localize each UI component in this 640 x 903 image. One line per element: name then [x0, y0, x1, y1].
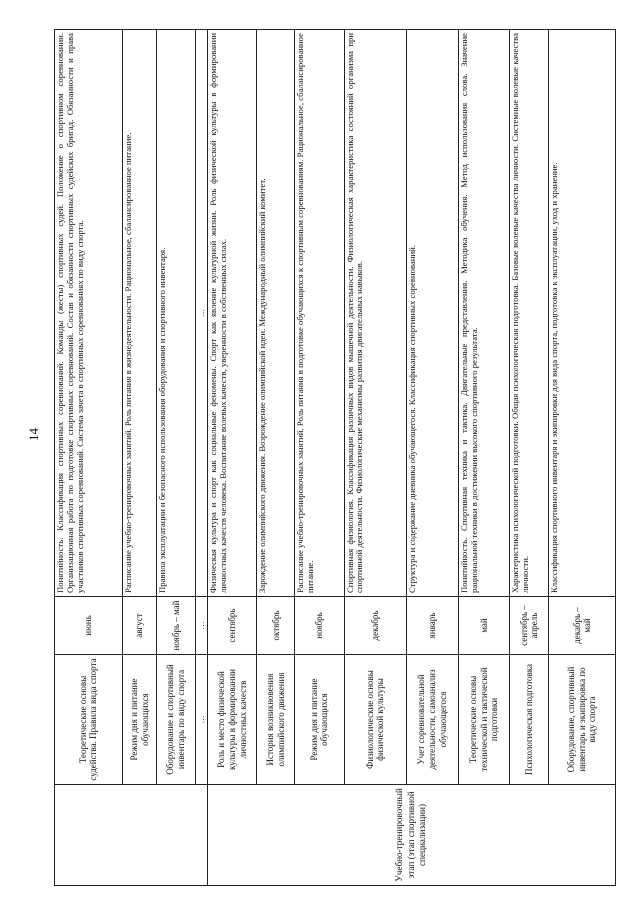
content-cell: … [196, 30, 208, 597]
table-row [122, 30, 156, 886]
month-cell: октябрь [257, 597, 295, 655]
table-row [207, 30, 257, 886]
topic-cell: Теоретические основы технической и тактической подготовки [458, 655, 510, 785]
table-row [549, 30, 616, 886]
month-cell: ноябрь – май [157, 597, 196, 655]
content-cell: Расписание учебно-тренировочных занятий. Роль питания в жизнедеятельности. Рациональное, сбалансированное питание. [122, 30, 156, 597]
table-row [407, 30, 459, 886]
month-cell: … [196, 597, 208, 655]
content-cell: Правила эксплуатации и безопасного использования оборудования и спортивного инвентаря. [157, 30, 196, 597]
topic-cell: Оборудование и спортивный инвентарь по виду спорта [157, 655, 196, 785]
topic-cell: Роль и место физической культуры в формировании личностных качеств [207, 655, 257, 785]
stage-cell: Учебно-тренировочный этап (этап спортивной специализации) [207, 785, 615, 886]
content-cell: Зарождение олимпийского движения. Возрождение олимпийской идеи. Международный олимпийский комитет. [257, 30, 295, 597]
content-cell: Понятийность. Спортивная техника и тактика. Двигательные представления. Методика обучения. Метод использования слова. Значение рациональной техники в достижении высокого спортивного результата. [458, 30, 510, 597]
content-cell: Понятийность. Классификация спортивных соревнований. Команды (жесты) спортивных судей. Положение о спортивном соревновании. Организационная работа по подготовке спортивных соревнований. Состав и обязанности спортивных судейских бригад. Обязанности и права участников спортивных соревнований. Система зачета в спортивных соревнованиях по виду спорта. [55, 30, 123, 597]
rotated-table-sheet [54, 30, 616, 886]
topic-cell: … [196, 655, 208, 785]
theory-schedule-table [54, 29, 616, 886]
topic-cell: Теоретические основы судейства. Правила вида спорта [55, 655, 123, 785]
table-row [510, 30, 549, 886]
topic-cell: Режим дня и питание обучающихся [122, 655, 156, 785]
content-cell: Спортивная физиология. Классификация различных видов мышечной деятельности. Физиологическая характеристика состояний организма при спортивной деятельности. Физиологические механизмы развития двигательных навыков. [344, 30, 406, 597]
topic-cell: История возникновения олимпийского движения [257, 655, 295, 785]
content-cell: Структура и содержание дневника обучающегося. Классификация спортивных соревнований. [407, 30, 459, 597]
topic-cell: Оборудование, спортивный инвентарь и экипировка по виду спорта [549, 655, 616, 785]
month-cell: декабрь [344, 597, 406, 655]
content-cell: Характеристика психологической подготовки. Общая психологическая подготовка. Базовые волевые качества личности. Системные волевые качества личности. [510, 30, 549, 597]
table-row [55, 30, 123, 886]
content-cell: Расписание учебно-тренировочных занятий. Роль питания в подготовке обучающихся к спортивным соревнованиям. Рациональное, сбалансированное питание. [295, 30, 345, 597]
stage-cell-previous [55, 785, 208, 886]
topic-cell: Режим дня и питание обучающихся [295, 655, 345, 785]
table-row [257, 30, 295, 886]
month-cell: июнь [55, 597, 123, 655]
table-row [157, 30, 196, 886]
content-cell: Классификация спортивного инвентаря и экипировки для вида спорта, подготовка к эксплуатации, уход и хранение. [549, 30, 616, 597]
page-number: 14 [26, 428, 41, 441]
topic-cell: Учет соревновательной деятельности, самоанализ обучающегося [407, 655, 459, 785]
table-row [196, 30, 208, 886]
month-cell: май [458, 597, 510, 655]
month-cell: январь [407, 597, 459, 655]
month-cell: сентябрь [207, 597, 257, 655]
topic-cell: Психологическая подготовка [510, 655, 549, 785]
table-row [295, 30, 345, 886]
content-cell: Физическая культура и спорт как социальные феномены. Спорт как явление культурной жизни. Роль физической культуры в формировании личностных качеств человека. Воспитание волевых качеств, уверенности в собственных силах. [207, 30, 257, 597]
month-cell: декабрь – май [549, 597, 616, 655]
topic-cell: Физиологические основы физической культуры [344, 655, 406, 785]
month-cell: август [122, 597, 156, 655]
table-row [458, 30, 510, 886]
month-cell: сентябрь – апрель [510, 597, 549, 655]
table-row [344, 30, 406, 886]
month-cell: ноябрь [295, 597, 345, 655]
